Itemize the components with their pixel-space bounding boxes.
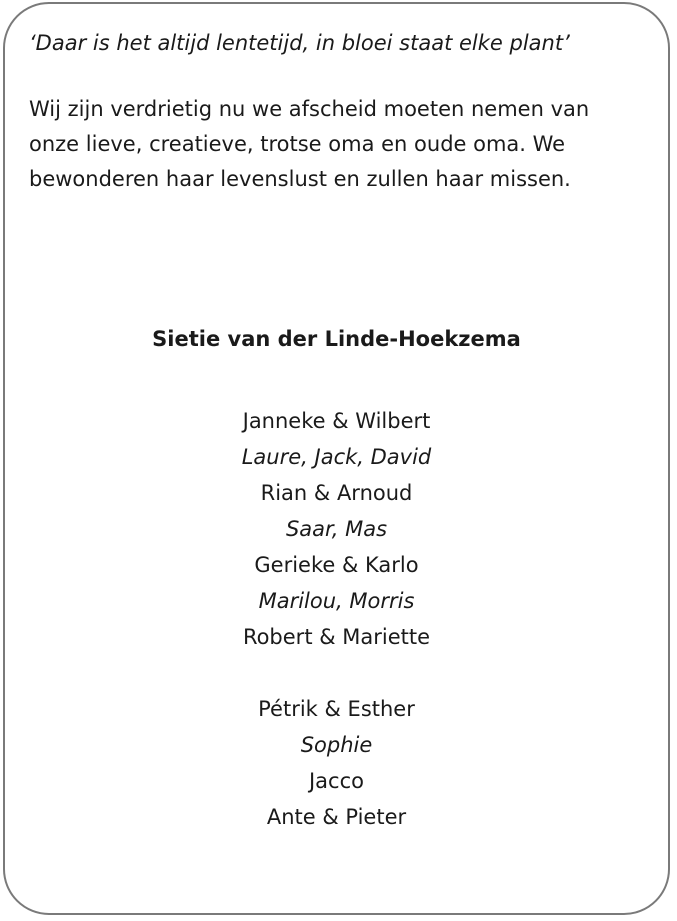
family-line-janneke-wilbert: Janneke & Wilbert: [242, 409, 431, 433]
family-line-grandchildren-2: Saar, Mas: [285, 517, 388, 541]
family-line-gerieke-karlo: Gerieke & Karlo: [254, 553, 419, 577]
family-line-rian-arnoud: Rian & Arnoud: [260, 481, 413, 505]
message-line: bewonderen haar levenslust en zullen haar missen.: [29, 167, 571, 191]
family-line-grandchildren-3: Marilou, Morris: [258, 589, 415, 613]
family-line-jacco: Jacco: [308, 769, 364, 793]
family-line-grandchildren-1: Laure, Jack, David: [241, 445, 432, 469]
deceased-name: Sietie van der Linde-Hoekzema: [152, 327, 521, 351]
family-line-ante-pieter: Ante & Pieter: [266, 805, 407, 829]
message-line: Wij zijn verdrietig nu we afscheid moeten nemen van: [29, 97, 590, 121]
family-line-robert-mariette: Robert & Mariette: [242, 625, 431, 649]
message-line: onze lieve, creatieve, trotse oma en oude oma. We: [29, 132, 566, 156]
opening-quote: ‘Daar is het altijd lentetijd, in bloei staat elke plant’: [29, 31, 570, 55]
family-line-petrik-esther: Pétrik & Esther: [258, 697, 415, 721]
announcement-card: [3, 2, 670, 915]
family-line-grandchildren-4: Sophie: [300, 733, 373, 757]
condolence-message: [29, 92, 659, 197]
